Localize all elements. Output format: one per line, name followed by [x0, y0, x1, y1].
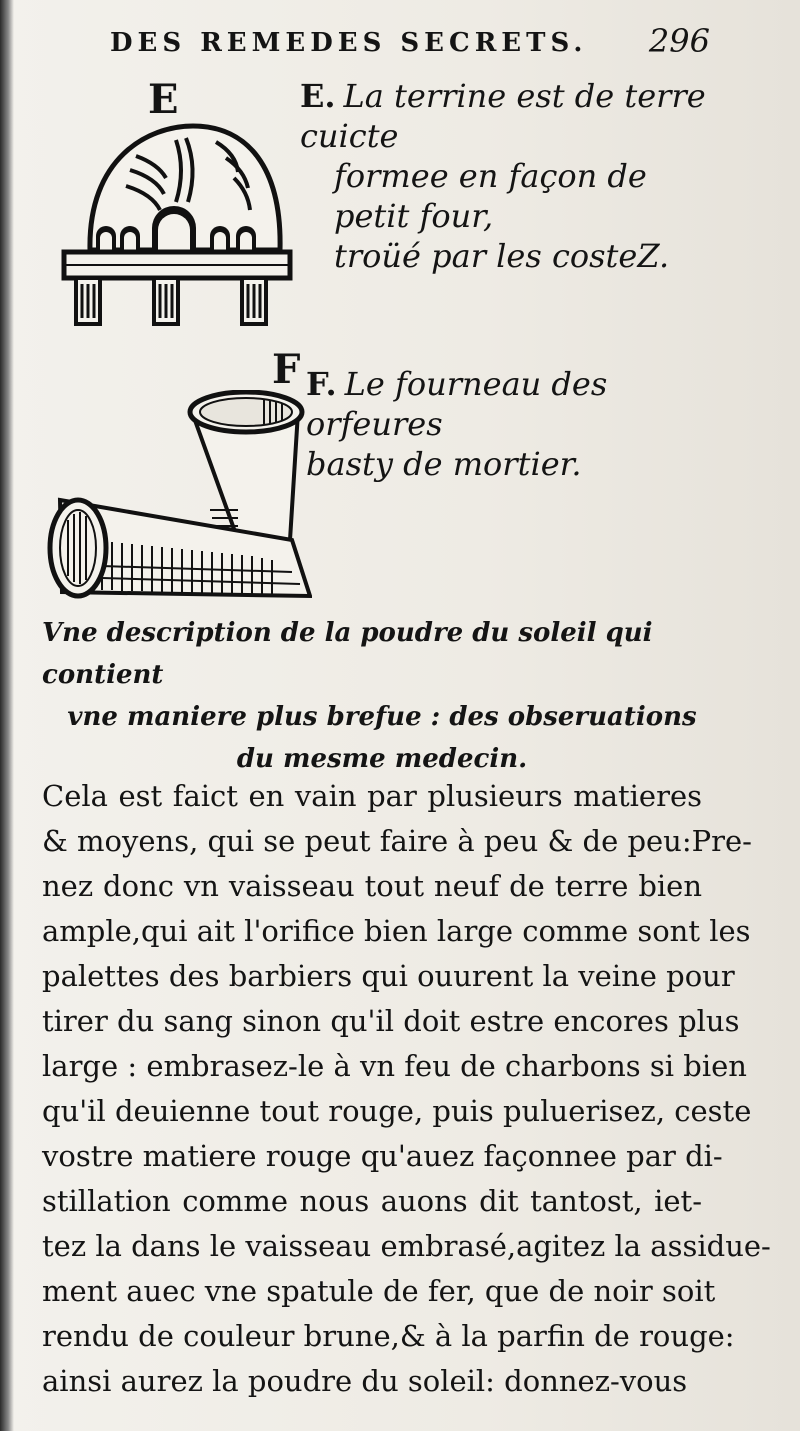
body-line: ment auec vne spatule de fer, que de noir soit — [42, 1274, 716, 1308]
figure-e-caption-line-1: E. La terrine est de terre cuicte — [300, 77, 706, 155]
body-line: Cela est faict en vain par plusieurs matieres — [42, 779, 702, 813]
figure-e-caption-line-2: formee en façon de petit four, — [334, 157, 647, 235]
body-line: ainsi aurez la poudre du soleil: donnez-vous — [42, 1364, 688, 1398]
figure-f-key: F. — [306, 365, 337, 403]
figure-e-caption — [300, 76, 720, 276]
figure-f-caption-line-2: basty de mortier. — [306, 445, 582, 483]
body-line: palettes des barbiers qui ouurent la veine pour — [42, 959, 735, 993]
body-line: & moyens, qui se peut faire à peu & de peu:Pre- — [42, 824, 752, 858]
figure-f-caption — [306, 364, 726, 484]
figure-e-key: E. — [300, 77, 336, 115]
section-title — [42, 612, 722, 780]
section-title-line-1: Vne description de la poudre du soleil qui contient — [42, 618, 653, 690]
page-number: 296 — [648, 22, 710, 60]
body-line: qu'il deuienne tout rouge, puis puluerisez, ceste — [42, 1094, 752, 1128]
section-title-line-2: vne maniere plus brefue : des obseruations — [67, 702, 697, 732]
body-line: tez la dans le vaisseau embrasé,agitez la assidue- — [42, 1229, 771, 1263]
running-head: DES REMEDES SECRETS. — [110, 28, 588, 58]
goldsmith-furnace-illustration — [42, 390, 312, 600]
body-line: ample,qui ait l'orifice bien large comme sont les — [42, 914, 751, 948]
body-line: rendu de couleur brune,& à la parfin de rouge: — [42, 1319, 735, 1353]
figure-e-caption-line-3: troüé par les costeZ. — [334, 237, 670, 275]
page-spine-shadow — [0, 0, 14, 1431]
body-line: nez donc vn vaisseau tout neuf de terre bien — [42, 869, 702, 903]
terrine-illustration — [58, 118, 298, 328]
section-title-line-3: du mesme medecin. — [236, 744, 528, 774]
page-header — [110, 22, 710, 62]
figure-f-letter: F — [272, 346, 301, 393]
body-line: large : embrasez-le à vn feu de charbons si bien — [42, 1049, 747, 1083]
figure-e-letter: E — [148, 76, 179, 123]
body-line: tirer du sang sinon qu'il doit estre encores plus — [42, 1004, 740, 1038]
figure-f-caption-line-1: F. Le fourneau des orfeures — [306, 365, 608, 443]
body-paragraph — [42, 774, 771, 1404]
body-line: vostre matiere rouge qu'auez façonnee par di- — [42, 1139, 723, 1173]
body-line: stillation comme nous auons dit tantost, iet- — [42, 1184, 702, 1218]
